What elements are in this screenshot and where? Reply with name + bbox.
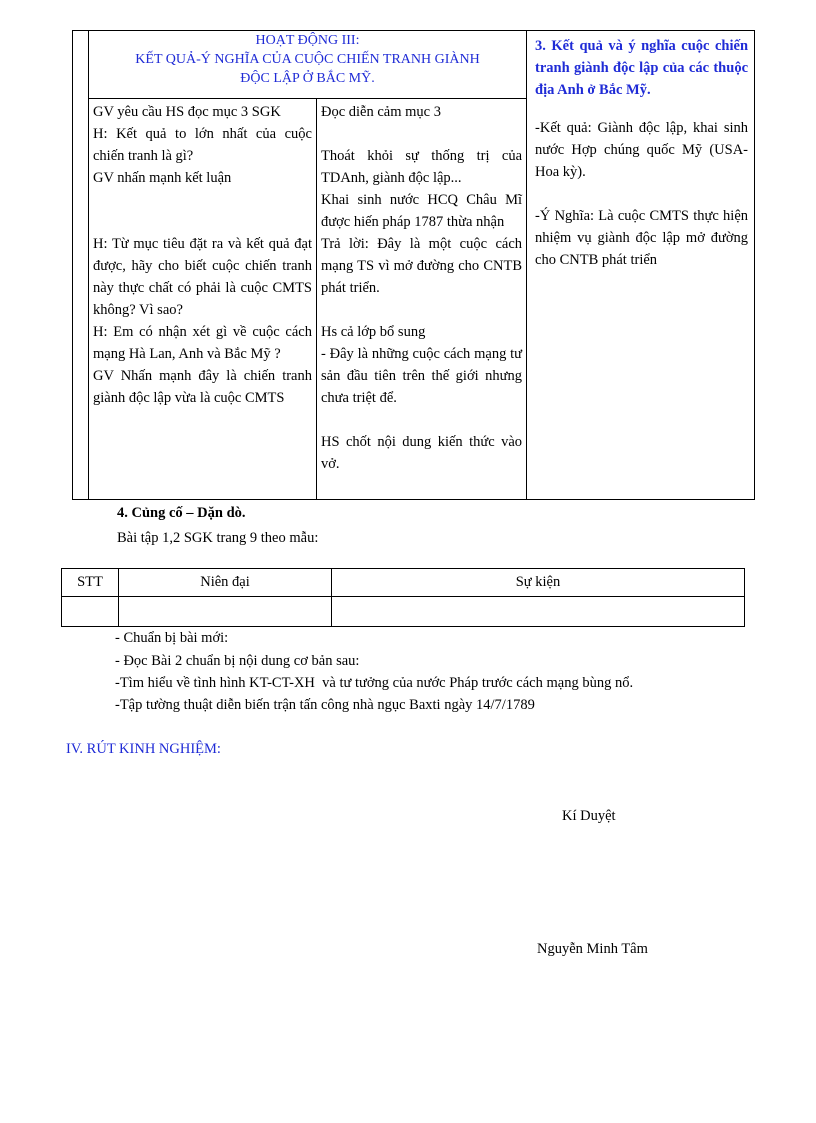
section4-heading: 4. Củng cố – Dặn dò.	[117, 505, 246, 521]
instruction-line: - Đọc Bài 2 chuẩn bị nội dung cơ bản sau:	[115, 653, 360, 669]
instruction-line: -Tập tường thuật diễn biến trận tấn công nhà ngục Baxti ngày 14/7/1789	[115, 697, 535, 713]
student-line: Khai sinh nước HCQ Châu Mĩ được hiến pháp 1787 thừa nhận	[321, 192, 523, 230]
section4-exercise: Bài tập 1,2 SGK trang 9 theo mẫu:	[117, 530, 319, 546]
empty-cell	[119, 597, 332, 627]
empty-cell	[332, 597, 745, 627]
teacher-line: H: Em có nhận xét gì về cuộc cách mạng Hà Lan, Anh và Bắc Mỹ ?	[93, 324, 312, 362]
header-nien-dai: Niên đại	[119, 569, 332, 597]
student-column	[317, 99, 527, 500]
teacher-line: GV Nhấn mạnh đây là chiến tranh giành độc lập vừa là cuộc CMTS	[93, 368, 312, 406]
instruction-line: - Chuẩn bị bài mới:	[115, 630, 229, 646]
student-text	[317, 99, 526, 475]
student-line: - Đây là những cuộc cách mạng tư sản đầu tiên trên thế giới nhưng chưa triệt để.	[321, 346, 523, 406]
empty-cell	[62, 597, 119, 627]
activity-header	[89, 31, 527, 99]
instruction-line: -Tìm hiểu về tình hình KT-CT-XH và tư tưởng của nước Pháp trước cách mạng bùng nổ.	[115, 675, 634, 691]
activity-table	[72, 30, 755, 500]
section-iv-heading: IV. RÚT KINH NGHIỆM:	[66, 741, 221, 757]
header-su-kien: Sự kiện	[332, 569, 745, 597]
content-title: 3. Kết quả và ý nghĩa cuộc chiến tranh giành độc lập của các thuộc địa Anh ở Bắc Mỹ.	[535, 38, 749, 98]
exercise-table	[61, 568, 745, 627]
signer-name: Nguyễn Minh Tâm	[537, 941, 648, 957]
header-stt: STT	[62, 569, 119, 597]
activity-title-line3: ĐỘC LẬP Ở BẮC MỸ.	[240, 71, 375, 86]
student-line: Trả lời: Đây là một cuộc cách mạng TS vì mở đường cho CNTB phát triển.	[321, 236, 523, 296]
student-line: Thoát khỏi sự thống trị của TDAnh, giành độc lập...	[321, 148, 523, 186]
student-line: Hs cả lớp bổ sung	[321, 324, 426, 340]
activity-title-line1: HOẠT ĐỘNG III:	[255, 33, 360, 48]
teacher-line: GV nhấn mạnh kết luận	[93, 170, 232, 186]
approval-label: Kí Duyệt	[562, 808, 616, 824]
content-result: -Kết quả: Giành độc lập, khai sinh nước Hợp chúng quốc Mỹ (USA-Hoa kỳ).	[535, 120, 749, 180]
activity-title-line2: KẾT QUẢ-Ý NGHĨA CỦA CUỘC CHIẾN TRANH GIÀNH	[135, 52, 480, 67]
student-line: Đọc diễn cảm mục 3	[321, 104, 441, 120]
content-cell	[527, 31, 755, 500]
teacher-text	[89, 99, 316, 409]
content-meaning: -Ý Nghĩa: Là cuộc CMTS thực hiện nhiệm vụ giành độc lập mở đường cho CNTB phát triển	[535, 208, 749, 268]
teacher-column	[89, 99, 317, 500]
teacher-line: H: Kết quả to lớn nhất của cuộc chiến tranh là gì?	[93, 126, 312, 164]
teacher-line: GV yêu cầu HS đọc mục 3 SGK	[93, 104, 281, 120]
teacher-line: H: Từ mục tiêu đặt ra và kết quả đạt được, hãy cho biết cuộc chiến tranh này thực chất có phải là cuộc CMTS không? Vì sao?	[93, 236, 312, 318]
student-line: HS chốt nội dung kiến thức vào vở.	[321, 434, 523, 472]
left-margin-cell	[73, 31, 89, 500]
